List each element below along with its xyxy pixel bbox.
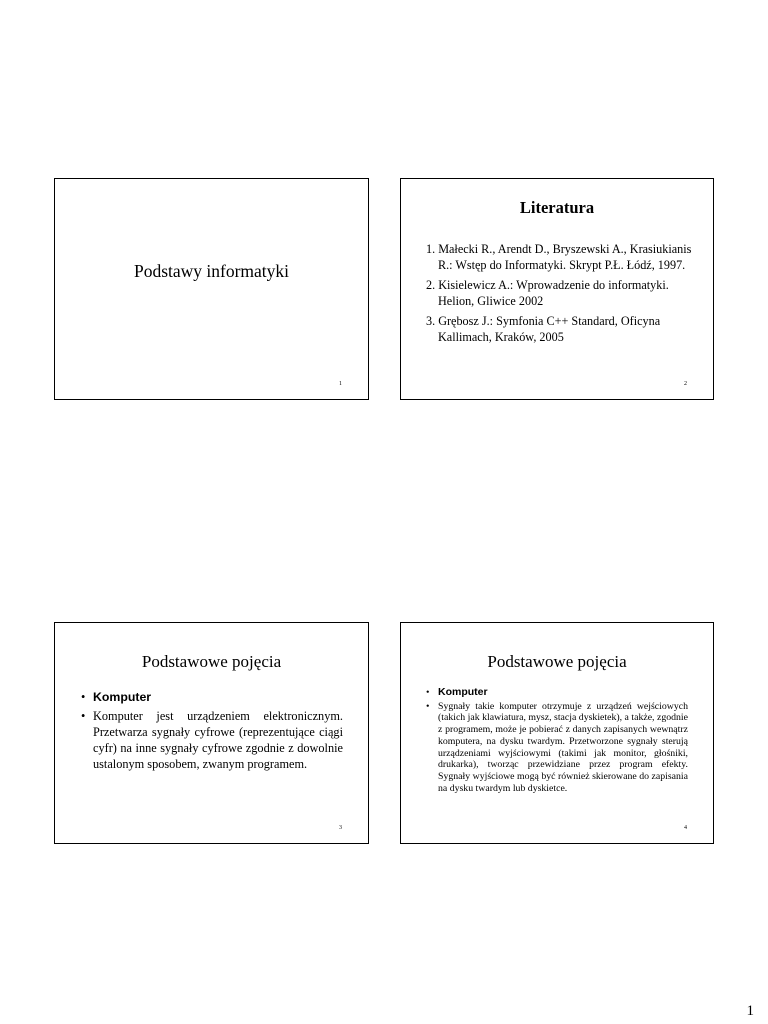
bibliography-item: 2. Kisielewicz A.: Wprowadzenie do informatyki. Helion, Gliwice 2002 — [426, 278, 669, 308]
slide-title: Podstawowe pojęcia — [141, 652, 282, 671]
bullet-heading: Komputer — [93, 690, 152, 704]
slide-title: Literatura — [519, 198, 595, 217]
slide-number: 4 — [684, 825, 687, 831]
bullet-list — [426, 686, 688, 796]
slide-1 — [54, 178, 369, 400]
bullet-icon: • — [426, 687, 430, 698]
page-number: 1 — [746, 1003, 754, 1019]
bullet-item — [426, 686, 688, 699]
bibliography-item: 3. Grębosz J.: Symfonia C++ Standard, Oficyna Kallimach, Kraków, 2005 — [426, 314, 661, 344]
slide-number: 2 — [684, 381, 687, 387]
slide-2 — [400, 178, 714, 400]
bullet-item — [426, 700, 688, 795]
bullet-icon: • — [426, 700, 430, 712]
slide-3 — [54, 622, 369, 844]
bibliography-item: 1. Małecki R., Arendt D., Bryszewski A., Krasiukianis R.: Wstęp do Informatyki. Skrypt P.Ł. Łódź, 1997. — [426, 242, 692, 272]
bullet-text: Komputer jest urządzeniem elektronicznym. Przetwarza sygnały cyfrowe (reprezentujące ciągi cyfr) na inne sygnały cyfrowe zgodnie z dowolnie ustalonym sposobem, zwanym programem. — [93, 709, 343, 771]
bullet-list — [81, 689, 343, 775]
bibliography-list — [426, 242, 697, 350]
slide-4 — [400, 622, 714, 844]
slide-number: 1 — [339, 381, 342, 387]
bullet-icon: • — [81, 690, 86, 704]
bullet-item — [81, 708, 343, 772]
bullet-icon: • — [81, 709, 86, 723]
slide-title: Podstawowe pojęcia — [487, 652, 627, 671]
bullet-item — [81, 689, 343, 705]
bullet-heading: Komputer — [438, 686, 488, 698]
slide-title: Podstawy informatyki — [133, 261, 290, 281]
bullet-text: Sygnały takie komputer otrzymuje z urządzeń wejściowych (takich jak klawiatura, mysz, stacja dyskietek), a także, zgodnie z programem, może je pobierać z danych zapisanych wewnątrz komputera, na dysku twardym. Przetworzone sygnały sterują urządzeniami wyjściowymi (takimi jak monitor, głośniki, drukarka), tworząc przewidziane przez program efekty. Sygnały wyjściowe mogą być również skierowane do zapisania na dysku twardym lub dyskietce. — [438, 700, 688, 794]
slide-number: 3 — [339, 825, 342, 831]
